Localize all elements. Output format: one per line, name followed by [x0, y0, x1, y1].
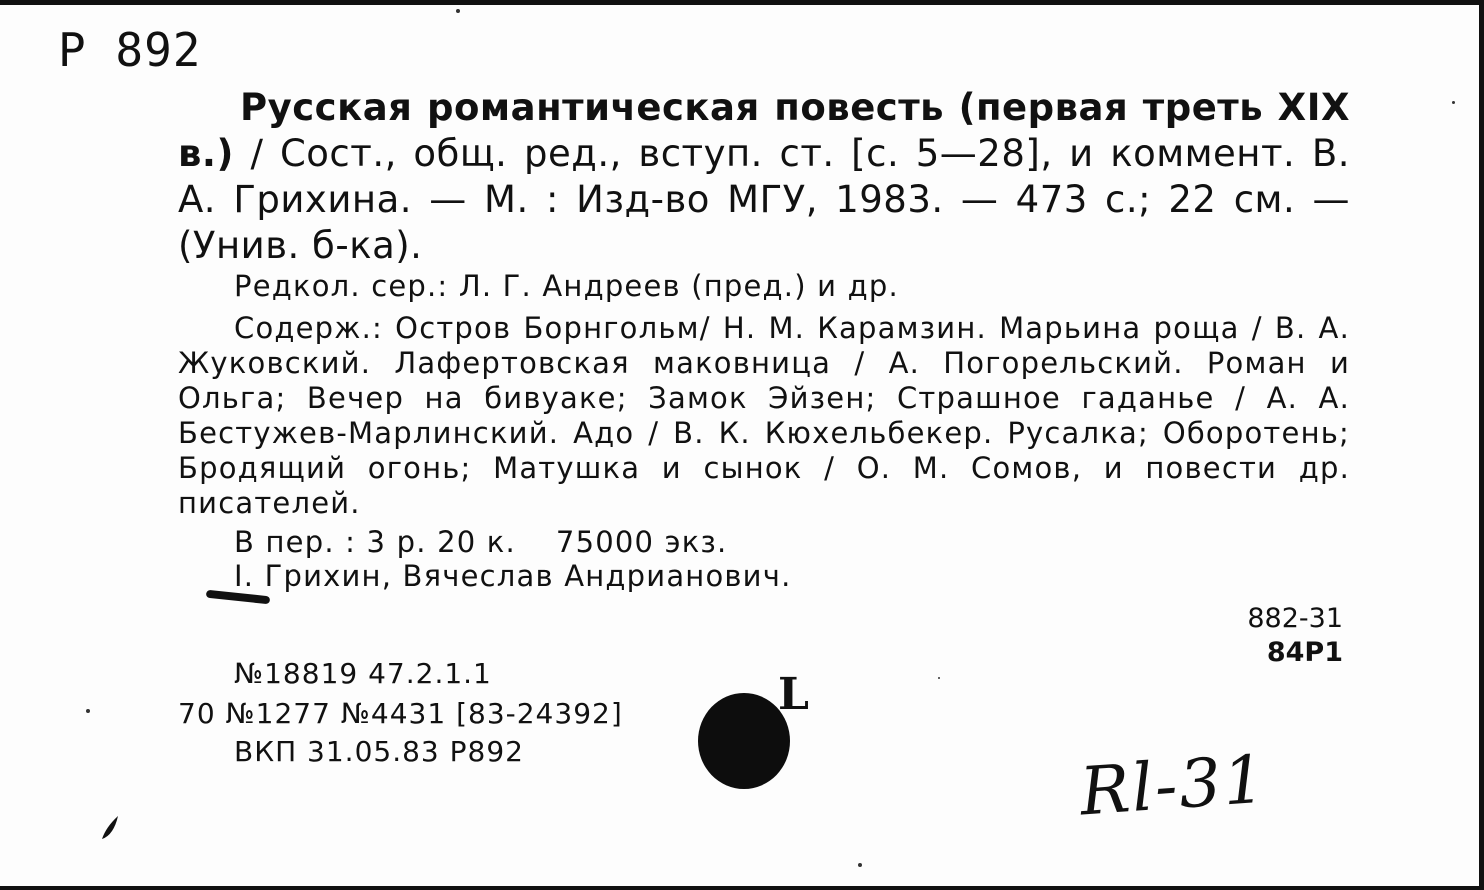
record-number-line-2: 70 №1277 №4431 [83-24392]: [178, 697, 623, 730]
statement-of-responsibility: / Сост., общ. ред., вступ. ст. [с. 5—28], и коммент. В. А. Грихина. — М. : Изд-во МГУ, 1983. — 473 с.; 22 см. — (Унив. б-ка).: [178, 132, 1350, 267]
editorial-board-note: Редкол. сер.: Л. Г. Андреев (пред.) и др.: [234, 269, 899, 303]
print-run: 75000 экз.: [555, 525, 728, 559]
dust-speck: [1452, 101, 1455, 104]
author-mark-code: 84Р1: [1266, 637, 1343, 668]
dust-speck: [938, 677, 940, 679]
ink-blot: [698, 693, 790, 789]
record-number-line-3: ВКП 31.05.83 Р892: [234, 735, 524, 768]
dust-speck: [858, 863, 862, 867]
price: В пер. : 3 р. 20 к.: [234, 525, 516, 559]
ink-tick-mark: [98, 813, 122, 841]
bibliographic-entry: [178, 85, 1350, 269]
handwritten-note: Rl-31: [1077, 740, 1270, 831]
dust-speck: [456, 9, 460, 13]
contents-note: Содерж.: Остров Борнгольм/ Н. М. Карамзин. Марьина роща / В. А. Жуковский. Лафертовская маковница / А. Погорельский. Роман и Ольга; Вечер на бивуаке; Замок Эйзен; Страшное гаданье / А. А. Бестужев-Марлинский. Адо / В. К. Кюхельбекер. Русалка; Оборотень; Бродящий огонь; Матушка и сынок / О. М. Сомов, и повести др. писателей.: [178, 311, 1350, 520]
call-number: Р 892: [58, 23, 202, 77]
stamp-letter: L: [778, 669, 809, 720]
book-title: Русская романтическая повесть (первая треть XIX в.): [178, 86, 1350, 175]
dust-speck: [86, 709, 90, 713]
added-entry: I. Грихин, Вячеслав Андрианович.: [234, 559, 792, 593]
record-number-line-1: №18819 47.2.1.1: [234, 657, 492, 690]
classification-code: 882-31: [1247, 603, 1343, 634]
price-line: [178, 525, 1350, 560]
